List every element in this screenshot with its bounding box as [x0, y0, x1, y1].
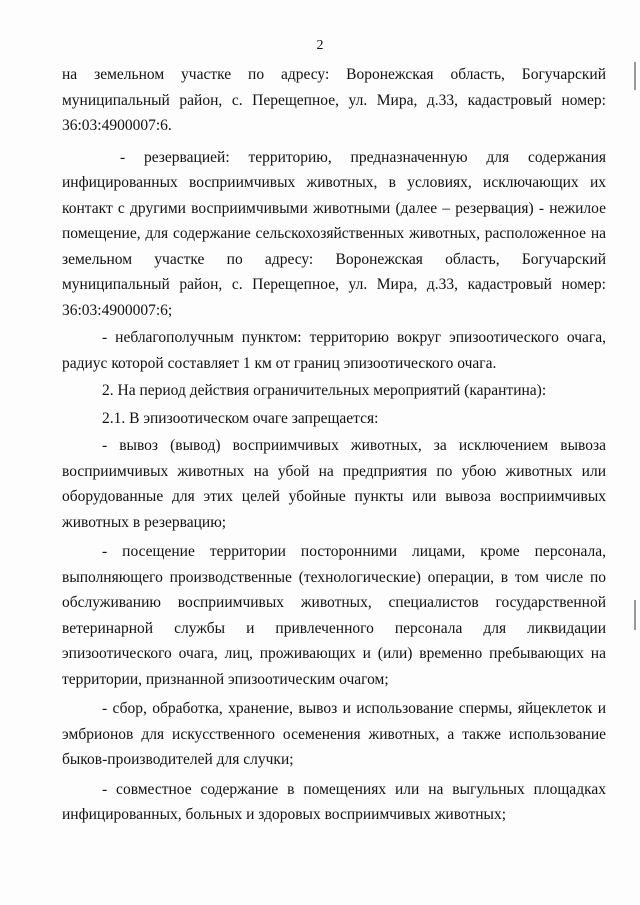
scan-edge-mark [634, 600, 636, 630]
paragraph-address-continuation: на земельном участке по адресу: Воронежская область, Богучарский муниципальный район, с. Перещепное, ул. Мира, д.33, кадастровый номер: 36:03:4900007:6. [62, 66, 606, 134]
paragraph-prohibitions-heading: 2.1. В эпизоотическом очаге запрещается: [102, 409, 379, 427]
paragraph-visitor-restriction: - посещение территории посторонними лицами, кроме персонала, выполняющего производственные (технологические) операции, в том числе по обслуживанию восприимчивых животных, специалистов государственной ветеринарной службы и привлеченного персонала для ликвидации эпизоотического очага, лиц, проживающих и (или) временно пребывающих на территории, признанной эпизоотическим очагом; [62, 543, 606, 688]
page-number: 2 [316, 38, 324, 53]
paragraph-reservation-definition: - резервацией: территорию, предназначенную для содержания инфицированных восприимчивых животных, в условиях, исключающих их контакт с другими восприимчивыми животными (далее – резервация) - нежилое помещение, для содержание сельскохозяйственных животных, расположенное на земельном участке по адресу: Воронежская область, Богучарский муниципальный район, с. Перещепное, ул. Мира, д.33, кадастровый номер: 36:03:4900007:6; [62, 148, 606, 319]
document-body [62, 62, 606, 828]
paragraph-sperm-embryo: - сбор, обработка, хранение, вывоз и использование спермы, яйцеклеток и эмбрионов для искусственного осеменения животных, а также использование быков-производителей для случки; [62, 700, 606, 768]
scan-edge-mark [634, 62, 636, 90]
paragraph-animal-removal: - вывоз (вывод) восприимчивых животных, за исключением вывоза восприимчивых животных на убой на предприятия по убою животных или оборудованные для этих целей убойные пункты или вывоза восприимчивых животных в резервацию; [62, 437, 606, 531]
paragraph-unfavorable-point: - неблагополучным пунктом: территорию вокруг эпизоотического очага, радиус которой составляет 1 км от границ эпизоотического очага. [62, 329, 606, 372]
paragraph-quarantine-period: 2. На период действия ограничительных мероприятий (карантина): [102, 382, 547, 399]
paragraph-joint-keeping: - совместное содержание в помещениях или на выгульных площадках инфицированных, больных и здоровых восприимчивых животных; [62, 780, 606, 823]
